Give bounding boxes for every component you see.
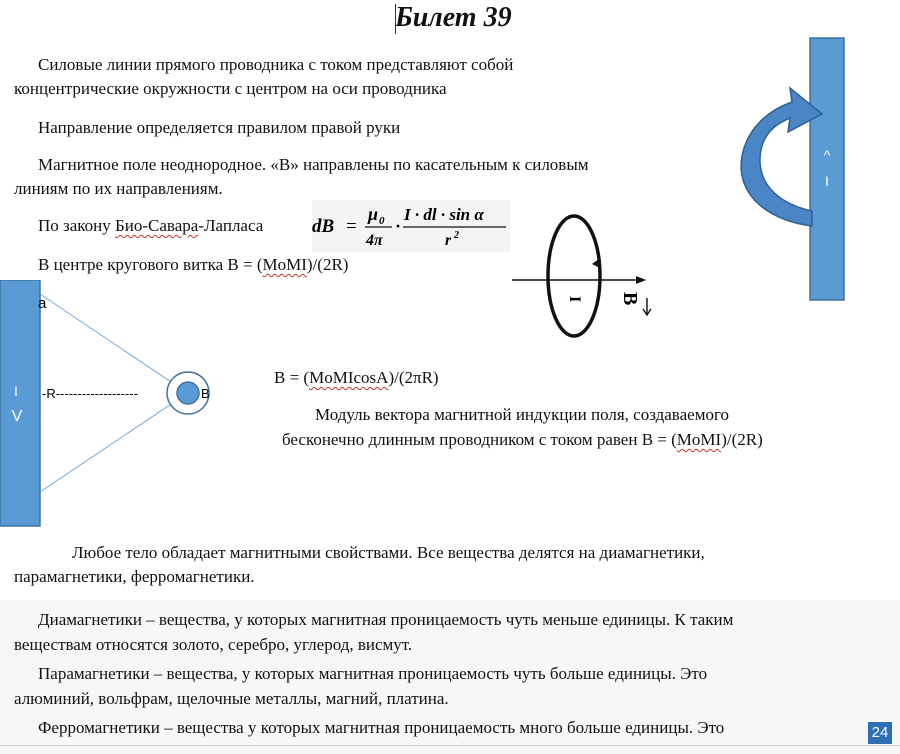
paragraph-9-line-2: веществам относятся золото, серебро, углерод, висмут. [14, 635, 413, 654]
formula-dot: · [395, 216, 402, 236]
p7-suffix: )/(2R) [721, 430, 763, 449]
left-conductor-rod [0, 280, 40, 526]
paragraph-3-line-1: Магнитное поле неоднородное. «В» направлены по касательным к силовым [38, 155, 589, 174]
paragraph-7-line-1: Модуль вектора магнитной индукции поля, создаваемого [315, 405, 730, 424]
formula-lhs: dB [312, 216, 335, 237]
biot-savart-formula [312, 198, 512, 254]
p7-prefix: бесконечно длинным проводником с током равен B = ( [282, 430, 677, 449]
formula-mu: μ [368, 204, 379, 224]
circular-loop-figure [508, 212, 668, 346]
p5-prefix: В центре кругового витка В = ( [38, 255, 263, 274]
p4-law-name: Био-Савара [115, 216, 199, 235]
loop-field-label: B [619, 292, 641, 306]
left-conductor-current-label: I [14, 383, 18, 399]
right-conductor-arrow-glyph: ^ [823, 147, 831, 163]
loop-direction-arrow-icon [592, 258, 600, 268]
page-number-badge[interactable]: 24 [868, 722, 892, 744]
formula-numerator: I · dl · sin α [404, 205, 484, 224]
paragraph-3-line-2: линиям по их направлениям. [14, 179, 223, 198]
paragraph-6 [274, 365, 439, 390]
paragraph-8-line-2: парамагнетики, ферромагнетики. [14, 567, 255, 586]
axis-arrow-icon [636, 276, 646, 284]
left-conductor-figure [0, 280, 240, 530]
paragraph-2: Направление определяется правилом правой руки [38, 118, 401, 137]
paragraph-11-line-1: Ферромагнетики – вещества у которых магнитная проницаемость много больше единицы. Это [38, 718, 725, 737]
paragraph-4 [38, 213, 263, 238]
paragraph-1-line-1: Силовые линии прямого проводника с током представляют собой [38, 55, 514, 74]
page-title: Билет 39 [395, 2, 512, 33]
paragraph-7-line-2 [282, 427, 763, 452]
paragraph-8-line-1: Любое тело обладает магнитными свойствами. Все вещества делятся на диамагнетики, [72, 543, 705, 562]
right-conductor-current-label: I [825, 173, 829, 189]
right-conductor-rod [810, 38, 844, 300]
p4-suffix: -Лапласа [198, 216, 264, 235]
p6-symbols: MoMIcosA [309, 368, 389, 387]
p4-prefix: По закону [38, 216, 116, 235]
formula-eq: = [346, 216, 357, 237]
formula-denominator-sup: 2 [454, 230, 459, 241]
upper-ray [40, 294, 186, 392]
formula-mu-sub: 0 [379, 215, 385, 227]
radius-label: -R------------------- [42, 386, 138, 401]
formula-mu-den: 4π [366, 232, 383, 249]
current-loop [548, 216, 600, 336]
right-conductor-figure [730, 36, 850, 304]
p7-symbols: MoMI [676, 430, 722, 449]
point-b-label: B [201, 386, 210, 401]
lower-ray [40, 394, 186, 492]
formula-denominator: r [445, 232, 452, 249]
p6-prefix: B = ( [274, 368, 310, 387]
loop-current-label: I [566, 296, 583, 303]
paragraph-10-line-2: алюминий, вольфрам, щелочные металлы, магний, платина. [14, 689, 449, 708]
paragraph-1-line-2: концентрические окружности с центром на оси проводника [14, 79, 447, 98]
paragraph-9-line-1: Диамагнетики – вещества, у которых магнитная проницаемость чуть меньше единицы. К таким [38, 610, 734, 629]
point-a-label: a [38, 295, 47, 312]
left-conductor-arrow-glyph: V [11, 408, 23, 425]
p5-symbols: MoMI [262, 255, 307, 274]
point-b-dot [177, 382, 199, 404]
paragraph-10-line-1: Парамагнетики – вещества, у которых магнитная проницаемость чуть больше единицы. Это [38, 664, 708, 683]
page-bottom-divider [0, 745, 900, 746]
p6-suffix: )/(2πR) [388, 368, 439, 387]
paragraph-5 [38, 252, 348, 277]
p5-suffix: )/(2R) [306, 255, 349, 274]
